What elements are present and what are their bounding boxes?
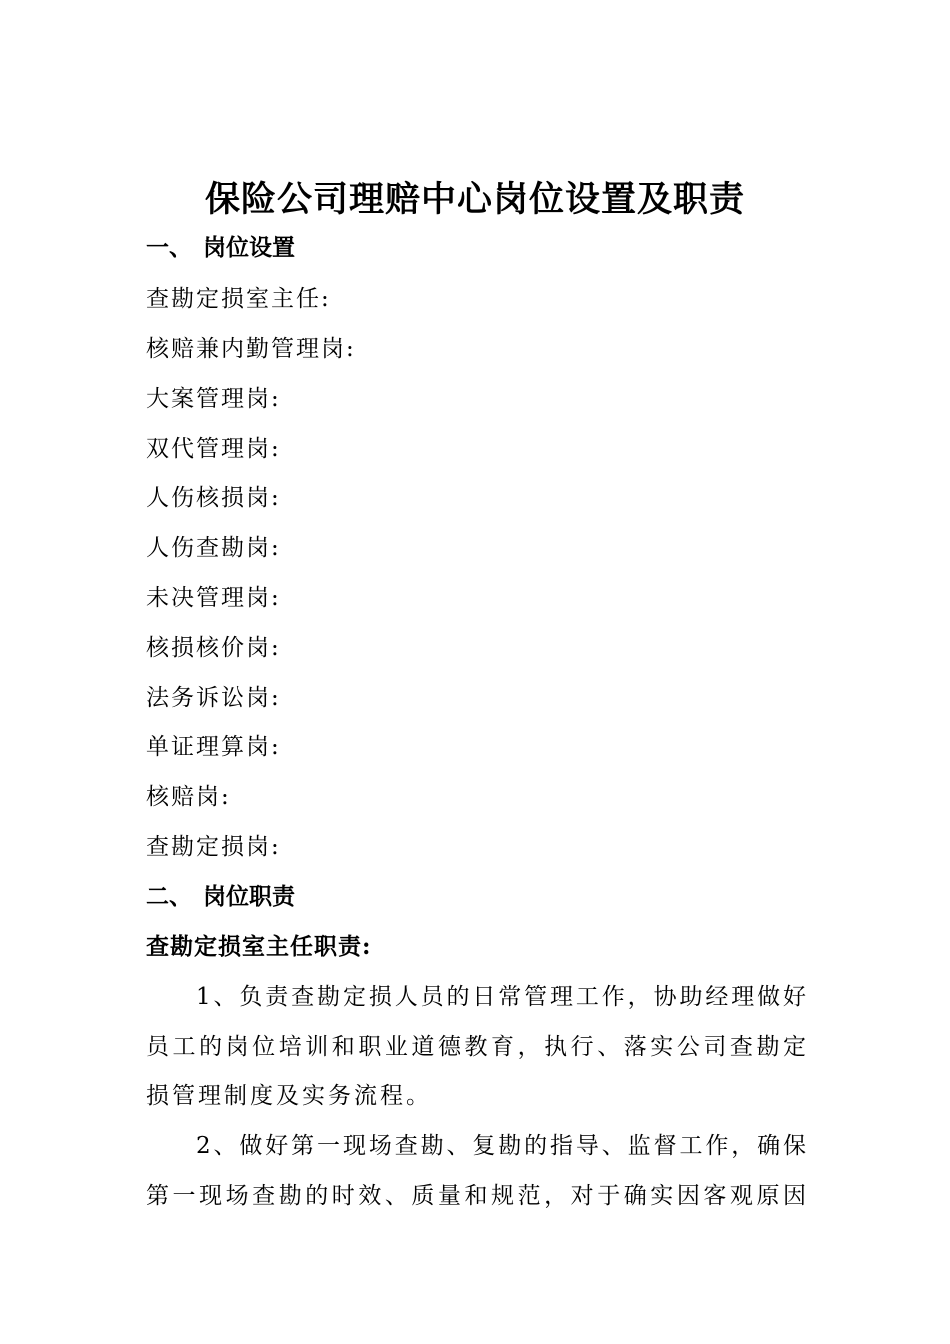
paragraph-line: 第一现场查勘的时效、质量和规范，对于确实因客观原因	[146, 1183, 806, 1209]
section-heading-1	[146, 233, 295, 263]
position-item: 核赔岗:	[146, 784, 231, 810]
position-item: 核损核价岗:	[146, 635, 281, 661]
position-item: 未决管理岗:	[146, 585, 281, 611]
position-item: 查勘定损室主任:	[146, 286, 331, 312]
duty-subheading: 查勘定损室主任职责:	[146, 933, 372, 960]
position-item: 人伤查勘岗:	[146, 535, 281, 561]
position-item: 单证理算岗:	[146, 734, 281, 760]
position-item: 双代管理岗:	[146, 436, 281, 462]
section-heading-text: 岗位设置	[203, 234, 295, 261]
paragraph-line: 员工的岗位培训和职业道德教育，执行、落实公司查勘定	[146, 1034, 806, 1060]
position-item: 人伤核损岗:	[146, 485, 281, 511]
position-item: 法务诉讼岗:	[146, 685, 281, 711]
paragraph-line: 损管理制度及实务流程。	[146, 1083, 432, 1109]
section-number: 一、	[146, 234, 192, 261]
section-heading-2	[146, 882, 295, 912]
position-item: 查勘定损岗:	[146, 834, 281, 860]
position-item: 核赔兼内勤管理岗:	[146, 336, 356, 362]
section-heading-text: 岗位职责	[203, 883, 295, 910]
paragraph-line: 2、做好第一现场查勘、复勘的指导、监督工作，确保	[196, 1133, 806, 1159]
section-number: 二、	[146, 883, 192, 910]
paragraph-line: 1、负责查勘定损人员的日常管理工作，协助经理做好	[196, 984, 806, 1010]
position-item: 大案管理岗:	[146, 386, 281, 412]
document-title: 保险公司理赔中心岗位设置及职责	[204, 179, 745, 220]
